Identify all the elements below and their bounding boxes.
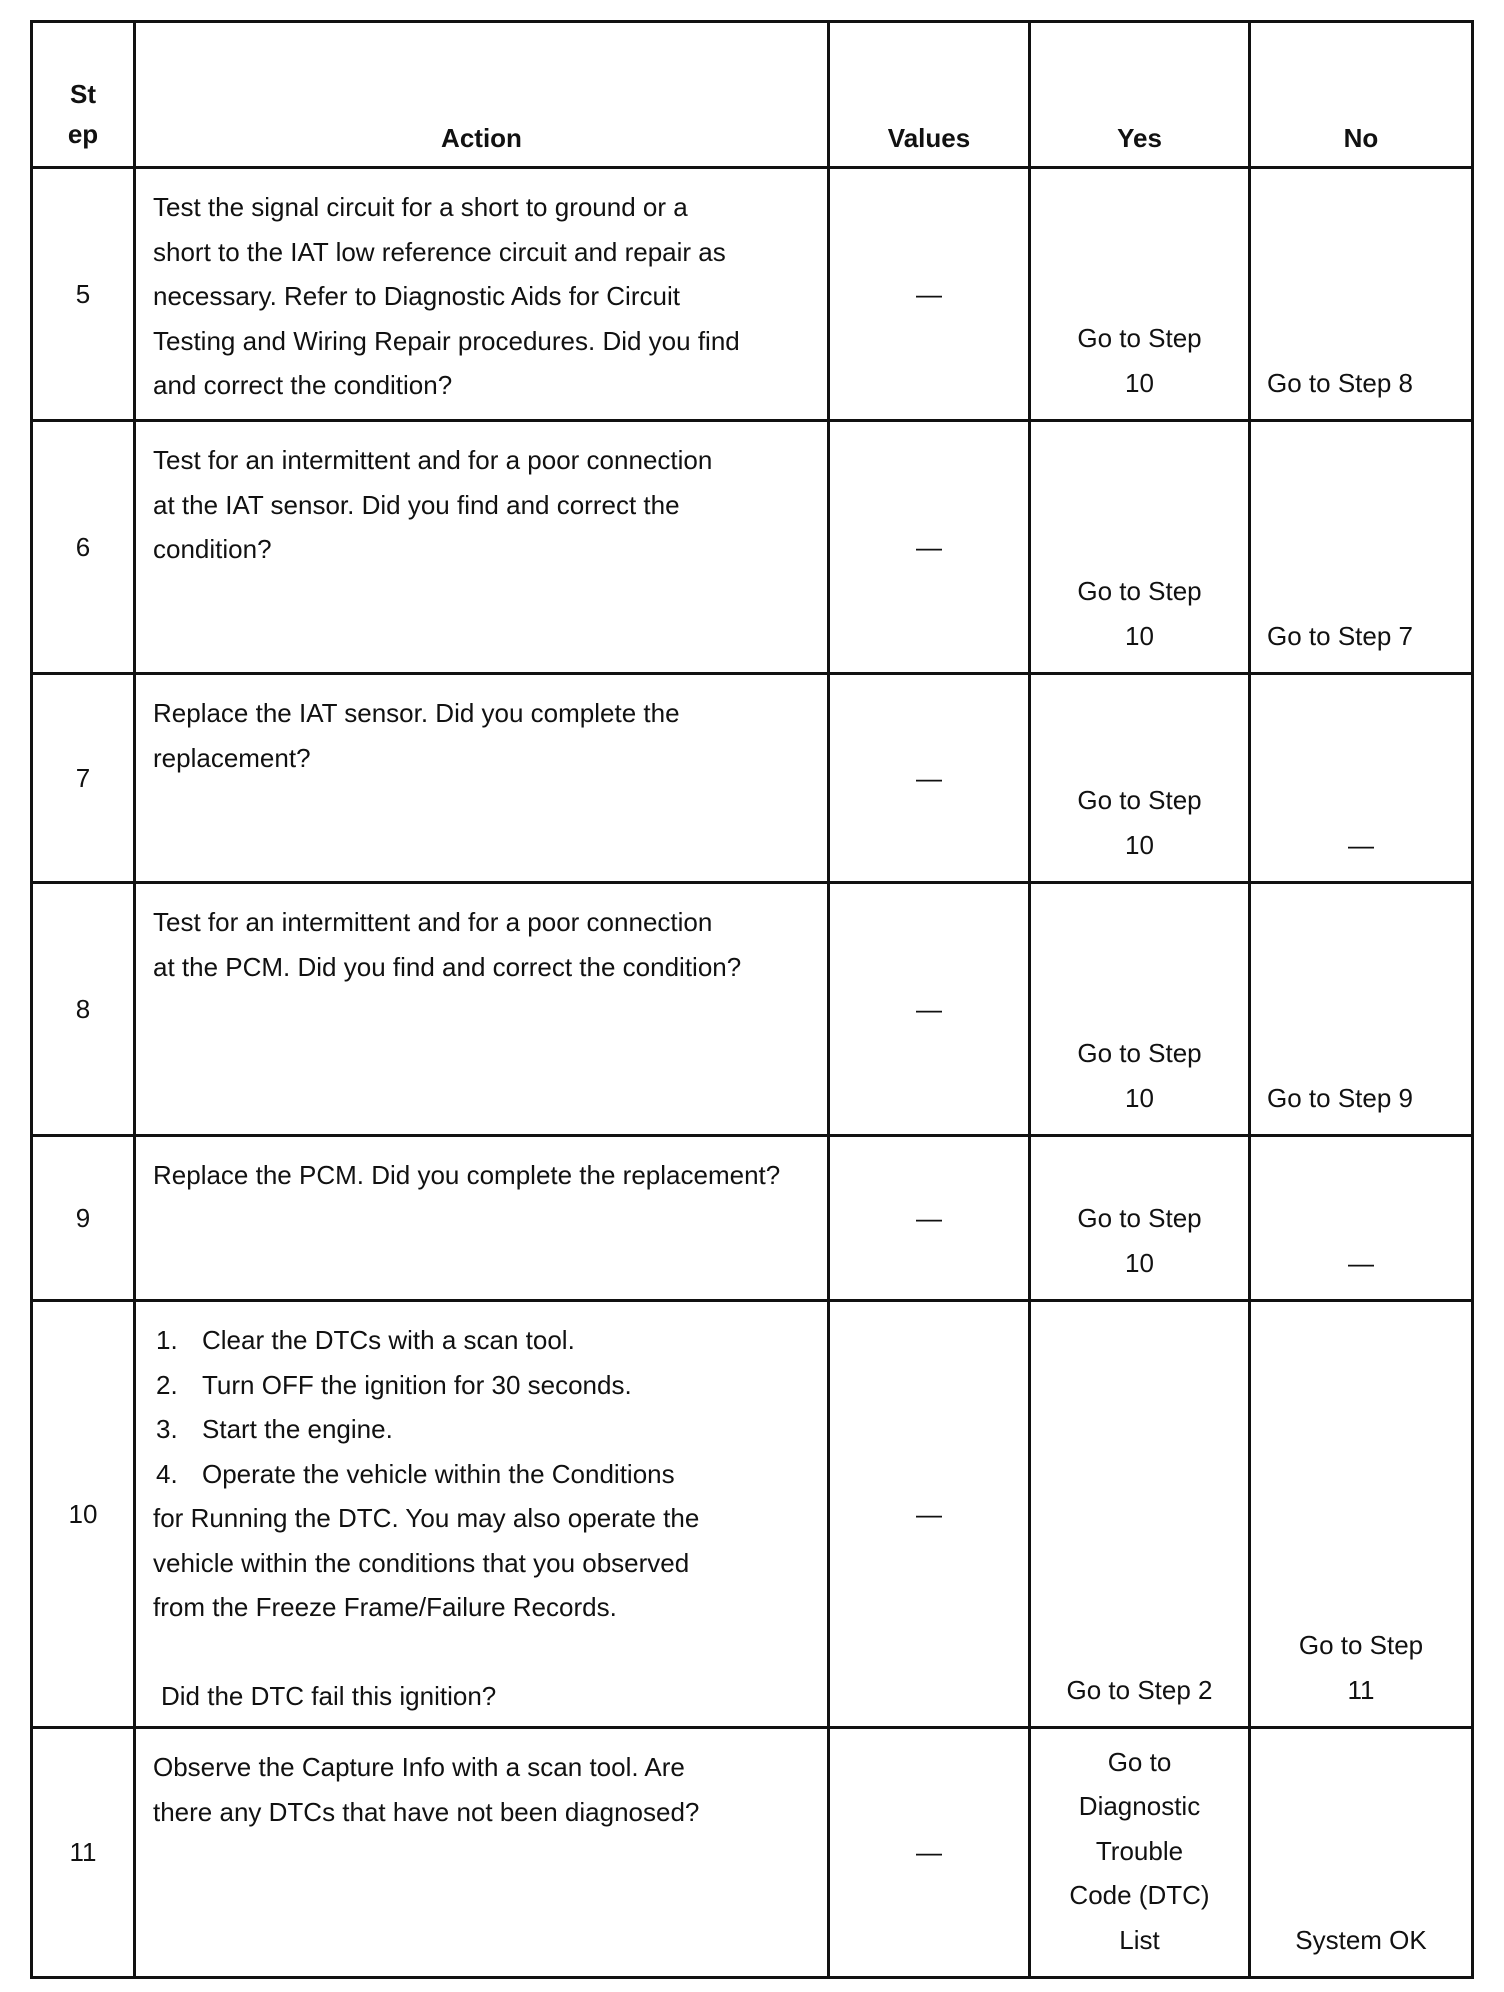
header-no: No: [1250, 22, 1473, 168]
step-number: 6: [32, 421, 135, 674]
values-cell: —: [829, 674, 1030, 883]
list-item: 2. Turn OFF the ignition for 30 seconds.: [156, 1369, 632, 1400]
yes-cell: Go to Step 2: [1030, 1301, 1250, 1728]
step-number: 7: [32, 674, 135, 883]
values-cell: —: [829, 883, 1030, 1136]
header-row: [32, 22, 1473, 168]
table-row: [32, 883, 1473, 1136]
no-cell: Go to Step 9: [1250, 883, 1473, 1136]
no-cell: Go to Step 7: [1250, 421, 1473, 674]
table-row: [32, 421, 1473, 674]
values-cell: —: [829, 1728, 1030, 1978]
table-row: [32, 1301, 1473, 1728]
header-values: Values: [829, 22, 1030, 168]
action-cell: Test for an intermittent and for a poor connection at the IAT sensor. Did you find and correct the condition?: [135, 421, 829, 674]
step-number: 10: [32, 1301, 135, 1728]
action-cell: Test for an intermittent and for a poor connection at the PCM. Did you find and correct the condition?: [135, 883, 829, 1136]
no-cell: Go to Step 11: [1250, 1301, 1473, 1728]
yes-cell: Go to Step 10: [1030, 1136, 1250, 1301]
header-action: Action: [135, 22, 829, 168]
action-cell: Replace the IAT sensor. Did you complete the replacement?: [135, 674, 829, 883]
values-cell: —: [829, 168, 1030, 421]
no-cell: Go to Step 8: [1250, 168, 1473, 421]
step-number: 11: [32, 1728, 135, 1978]
yes-cell: Go to Step 10: [1030, 883, 1250, 1136]
values-cell: —: [829, 1136, 1030, 1301]
action-cell: 1. Clear the DTCs with a scan tool. 2. Turn OFF the ignition for 30 seconds. 3. Start the engine. 4. Operate the vehicle within the Conditions for Running the DTC. You may also operate the vehicle within the conditions that you observed from the Freeze Frame/Failure Records. Did the DTC fail this ignition?: [135, 1301, 829, 1728]
values-cell: —: [829, 421, 1030, 674]
yes-cell: Go to Step 10: [1030, 168, 1250, 421]
action-cell: Replace the PCM. Did you complete the replacement?: [135, 1136, 829, 1301]
header-yes: Yes: [1030, 22, 1250, 168]
diagnostic-table: [30, 20, 1474, 1979]
values-cell: —: [829, 1301, 1030, 1728]
no-cell: —: [1250, 674, 1473, 883]
table-row: [32, 168, 1473, 421]
list-item: 3. Start the engine.: [156, 1414, 393, 1444]
list-item: 4. Operate the vehicle within the Conditions: [156, 1458, 675, 1489]
table-row: [32, 1136, 1473, 1301]
yes-cell: Go to Diagnostic Trouble Code (DTC) List: [1030, 1728, 1250, 1978]
step-number: 9: [32, 1136, 135, 1301]
list-item: 1. Clear the DTCs with a scan tool.: [156, 1325, 575, 1355]
no-cell: —: [1250, 1136, 1473, 1301]
no-cell: System OK: [1250, 1728, 1473, 1978]
yes-cell: Go to Step 10: [1030, 674, 1250, 883]
action-cell: Test the signal circuit for a short to ground or a short to the IAT low reference circuit and repair as necessary. Refer to Diagnostic Aids for Circuit Testing and Wiring Repair procedures. Did you find and correct the condition?: [135, 168, 829, 421]
table-row: [32, 1728, 1473, 1978]
action-cell: Observe the Capture Info with a scan tool. Are there any DTCs that have not been diagnosed?: [135, 1728, 829, 1978]
step-number: 5: [32, 168, 135, 421]
step-number: 8: [32, 883, 135, 1136]
header-step: St ep: [32, 22, 135, 168]
table-row: [32, 674, 1473, 883]
yes-cell: Go to Step 10: [1030, 421, 1250, 674]
